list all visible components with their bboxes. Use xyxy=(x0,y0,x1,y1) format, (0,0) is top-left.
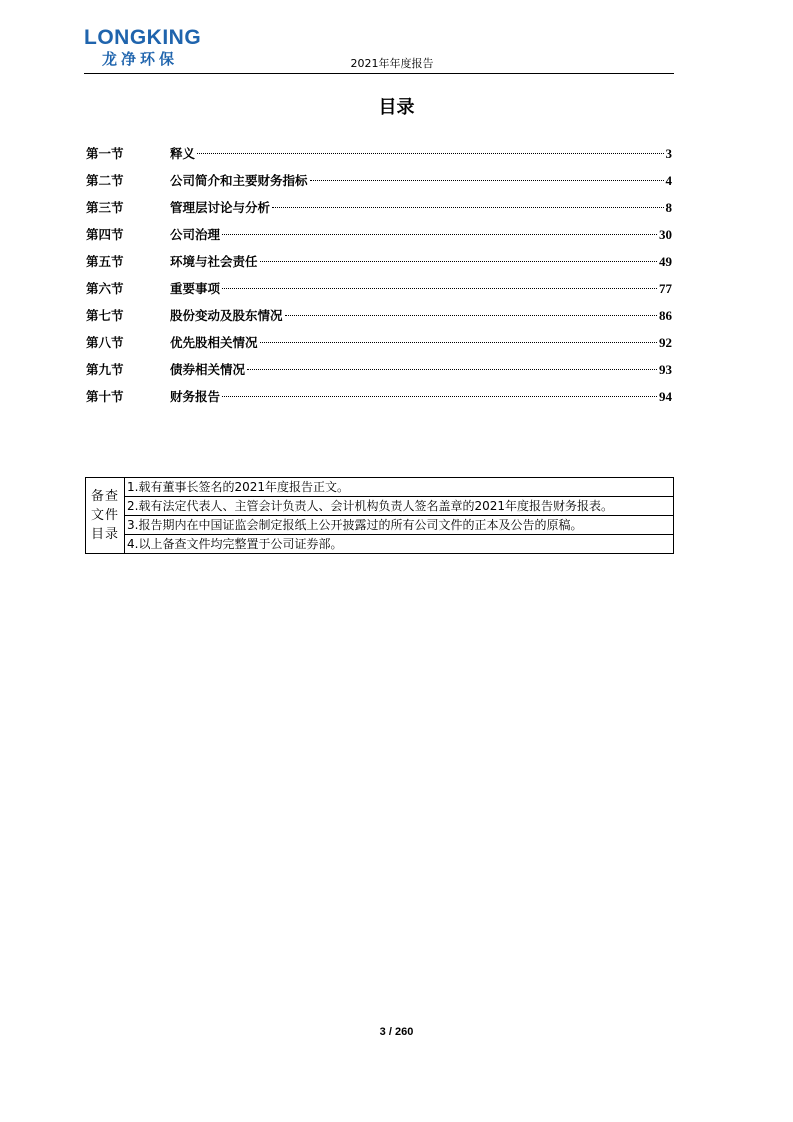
table-row xyxy=(86,516,674,535)
toc-section-number: 第四节 xyxy=(86,227,124,242)
toc-leader-dots xyxy=(247,369,657,370)
toc-section-number: 第七节 xyxy=(86,308,124,323)
toc-section-number: 第三节 xyxy=(86,200,124,215)
toc-section-number: 第五节 xyxy=(86,254,124,269)
toc-section-title: 优先股相关情况 xyxy=(170,335,258,350)
logo-chinese-name: 龙净环保 xyxy=(102,50,179,68)
toc-section-title: 债券相关情况 xyxy=(170,362,246,377)
table-row xyxy=(86,497,674,516)
toc-item[interactable] xyxy=(86,333,672,353)
toc-section-title: 管理层讨论与分析 xyxy=(170,200,271,215)
toc-page-number: 3 xyxy=(665,146,672,161)
toc-section-title: 股份变动及股东情况 xyxy=(170,308,283,323)
toc-page-number: 94 xyxy=(659,389,672,404)
toc-leader-dots xyxy=(285,315,657,316)
toc-section-number: 第一节 xyxy=(86,146,124,161)
logo-text: LONGKING xyxy=(84,26,202,49)
toc-item[interactable] xyxy=(86,171,672,191)
toc-item[interactable] xyxy=(86,279,672,299)
page-header xyxy=(84,26,674,76)
toc-page-number: 92 xyxy=(659,335,672,350)
toc-page-number: 77 xyxy=(659,281,672,296)
toc-leader-dots xyxy=(197,153,663,154)
toc-page-number: 86 xyxy=(659,308,672,323)
toc-page-number: 49 xyxy=(659,254,672,269)
page-indicator: 3 / 260 xyxy=(379,1026,414,1038)
toc-section-number: 第九节 xyxy=(86,362,124,377)
header-divider xyxy=(84,73,674,74)
reference-file-item: 1.载有董事长签名的2021年度报告正文。 xyxy=(125,478,674,497)
reference-file-item: 3.报告期内在中国证监会制定报纸上公开披露过的所有公司文件的正本及公告的原稿。 xyxy=(125,516,674,535)
report-title: 2021年年度报告 xyxy=(350,57,434,70)
table-row xyxy=(86,478,674,497)
toc-item[interactable] xyxy=(86,252,672,272)
toc-item[interactable] xyxy=(86,225,672,245)
reference-files-table xyxy=(85,477,674,554)
toc-item[interactable] xyxy=(86,387,672,407)
toc-section-number: 第二节 xyxy=(86,173,124,188)
toc-leader-dots xyxy=(222,288,657,289)
toc-section-number: 第六节 xyxy=(86,281,124,296)
reference-file-item: 4.以上备查文件均完整置于公司证券部。 xyxy=(125,535,674,554)
toc-leader-dots xyxy=(222,234,657,235)
reference-files-label: 备查文件目录 xyxy=(86,478,125,554)
toc-leader-dots xyxy=(310,180,664,181)
toc-item[interactable] xyxy=(86,144,672,164)
toc-page-number: 30 xyxy=(659,227,672,242)
toc-item[interactable] xyxy=(86,198,672,218)
reference-file-item: 2.载有法定代表人、主管会计负责人、会计机构负责人签名盖章的2021年度报告财务报表。 xyxy=(125,497,674,516)
toc-leader-dots xyxy=(272,207,663,208)
toc-section-number: 第十节 xyxy=(86,389,124,404)
toc-page-number: 4 xyxy=(665,173,672,188)
toc-leader-dots xyxy=(260,261,657,262)
toc-section-title: 公司简介和主要财务指标 xyxy=(170,173,308,188)
toc-section-title: 财务报告 xyxy=(170,389,221,404)
table-row xyxy=(86,535,674,554)
toc-item[interactable] xyxy=(86,306,672,326)
toc-leader-dots xyxy=(260,342,657,343)
toc-page-number: 8 xyxy=(665,200,672,215)
toc-section-title: 释义 xyxy=(170,146,196,161)
toc-section-title: 环境与社会责任 xyxy=(170,254,258,269)
toc-section-title: 重要事项 xyxy=(170,281,221,296)
company-logo xyxy=(84,26,214,74)
toc-section-title: 公司治理 xyxy=(170,227,221,242)
toc-title: 目录 xyxy=(378,97,415,118)
toc-item[interactable] xyxy=(86,360,672,380)
toc-page-number: 93 xyxy=(659,362,672,377)
toc-leader-dots xyxy=(222,396,657,397)
toc-section-number: 第八节 xyxy=(86,335,124,350)
